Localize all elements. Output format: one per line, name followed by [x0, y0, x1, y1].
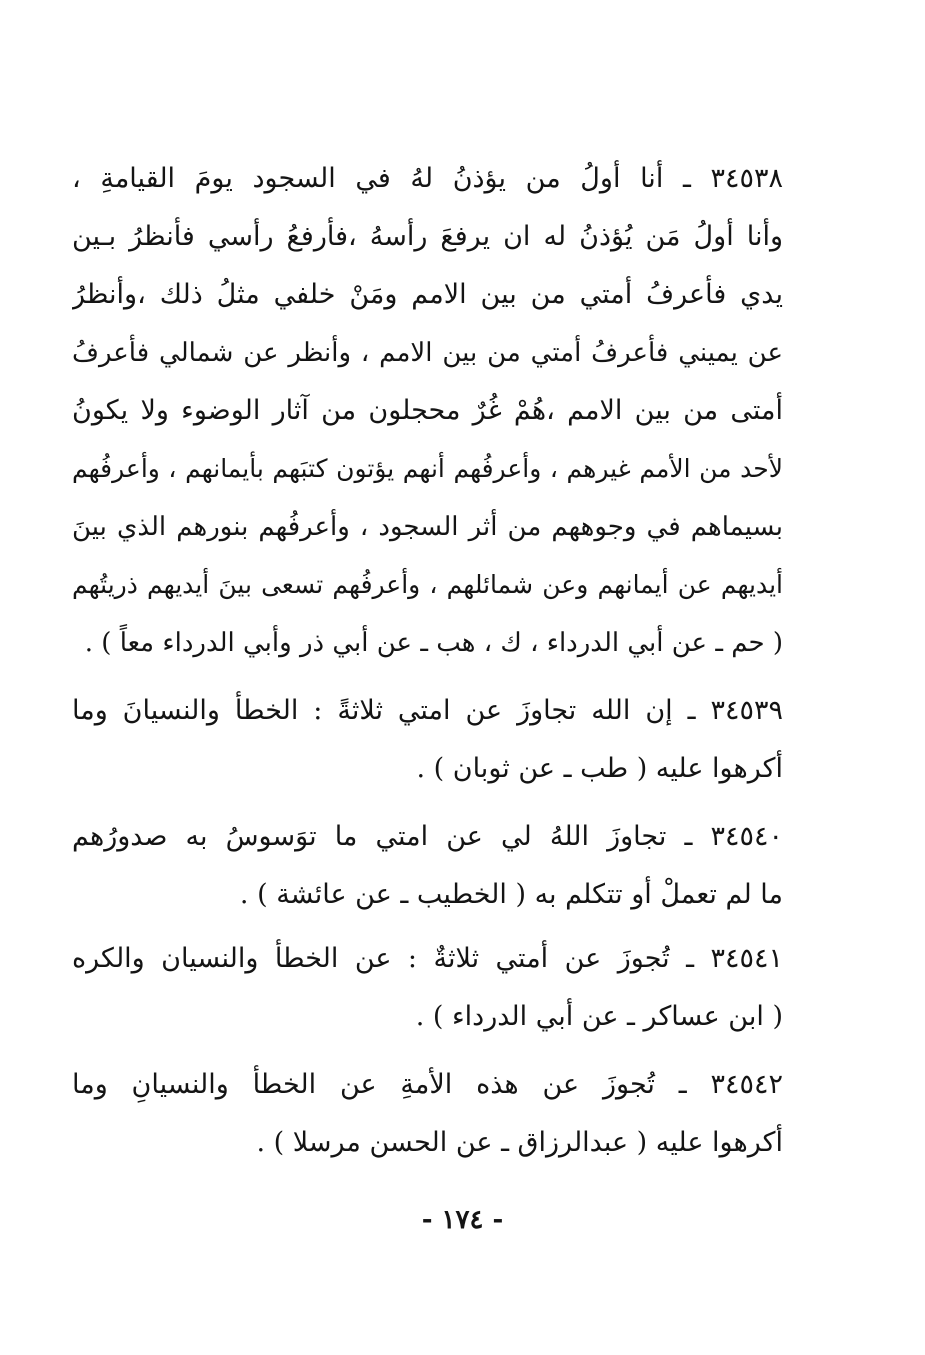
text-line: ٣٤٥٣٩ ـ إن الله تجاوزَ عن امتي ثلاثةً : الخطأ والنسيانَ وما [72, 695, 783, 726]
page-number: - ١٧٤ - [421, 1205, 504, 1235]
hadith-34539 [72, 682, 783, 798]
text-line: أمتى من بين الامم ،هُمْ غُرٌ محجلون من آثار الوضوء ولا يكونُ [72, 395, 783, 426]
hadith-34541 [72, 930, 783, 1046]
text-line: يدي فأعرفُ أمتي من بين الامم ومَنْ خلفي مثلُ ذلك ،وأنظرُ [72, 279, 783, 310]
hadith-34538 [72, 150, 783, 672]
text-line: ٣٤٥٤٢ ـ تُجوزَ عن هذه الأمةِ عن الخطأ والنسيانِ وما [72, 1069, 783, 1100]
citation-line: أكرهوا عليه ( عبدالرزاق ـ عن الحسن مرسلا ) . [256, 1127, 783, 1158]
text-line: ٣٤٥٤٠ ـ تجاوزَ اللهُ لي عن امتي ما توَسوسُ به صدورُهم [72, 821, 783, 852]
text-line: بسيماهم في وجوههم من أثر السجود ، وأعرفُهم بنورهم الذي بينَ [72, 512, 783, 542]
page-body [72, 150, 783, 1172]
text-line: لأحد من الأمم غيرهم ، وأعرفُهم أنهم يؤتون كتبَهم بأيمانهم ، وأعرفُهم [72, 454, 783, 483]
text-line: أيديهم عن أيمانهم وعن شمائلهم ، وأعرفُهم تسعى بينَ أيديهم ذريتُهم [72, 570, 783, 599]
citation-line: ( حم ـ عن أبي الدرداء ، ك ، هب ـ عن أبي ذر وأبي الدرداء معاً ) . [84, 628, 783, 658]
text-line: عن يميني فأعرفُ أمتي من بين الامم ، وأنظر عن شمالي فأعرفُ [72, 338, 783, 368]
text-line: ٣٤٥٤١ ـ تُجوزَ عن أمتي ثلاثةٌ : عن الخطأ والنسيان والكره [72, 943, 783, 974]
citation-line: أكرهوا عليه ( طب ـ عن ثوبان ) . [416, 753, 783, 784]
text-line: وأنا أولُ مَن يُؤذنُ له ان يرفعَ رأسهُ ،فأرفعُ رأسي فأنظرُ بـين [72, 221, 783, 252]
citation-line: ( ابن عساكر ـ عن أبي الدرداء ) . [415, 1001, 783, 1032]
citation-line: ما لم تعملْ أو تتكلم به ( الخطيب ـ عن عائشة ) . [239, 879, 783, 910]
hadith-34542 [72, 1056, 783, 1172]
hadith-34540 [72, 808, 783, 924]
text-line: ٣٤٥٣٨ ـ أنا أولُ من يؤذنُ لهُ في السجود يومَ القيامةِ ، [72, 163, 783, 194]
